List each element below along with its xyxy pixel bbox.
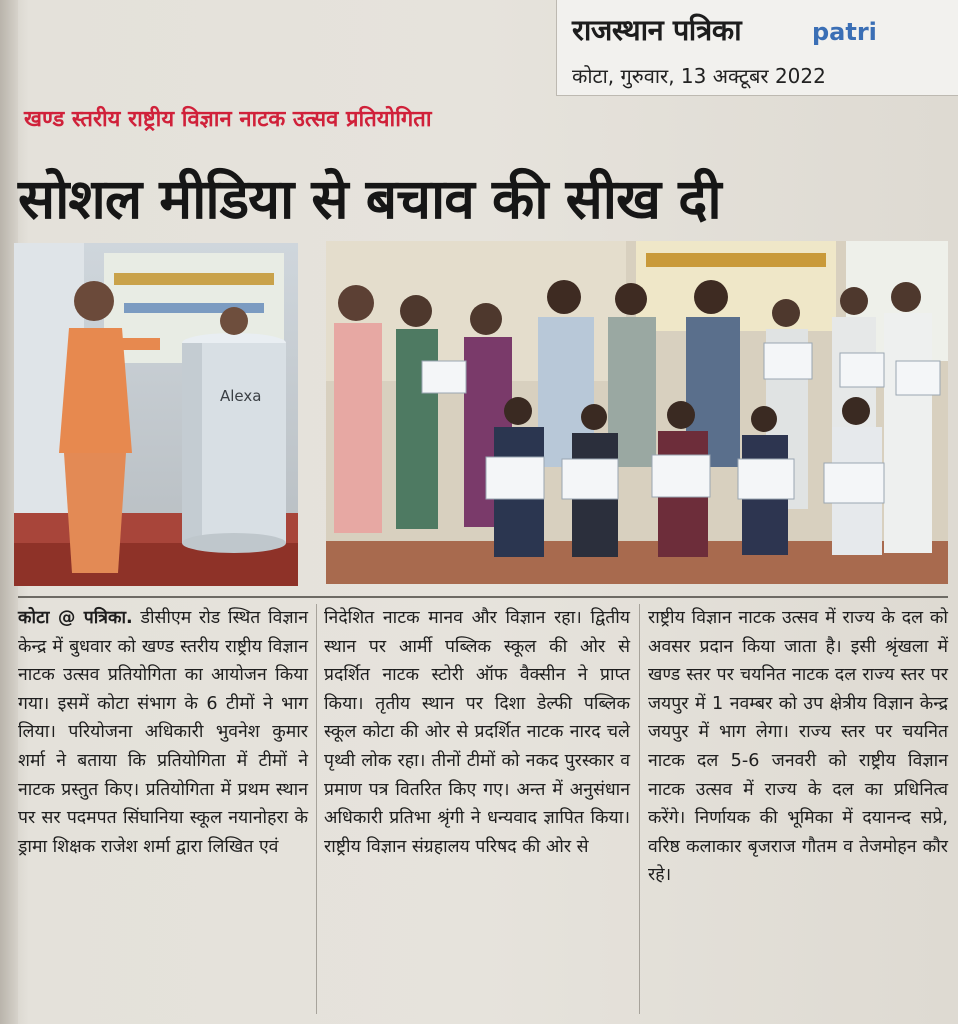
article-headline: सोशल मीडिया से बचाव की सीख दी (18, 167, 721, 231)
headline-rule (18, 596, 948, 598)
article-column-2 (324, 604, 630, 861)
newspaper-name: राजस्थान पत्रिका (572, 13, 742, 47)
article-column-3 (648, 604, 948, 890)
prop-label: Alexa (220, 387, 262, 405)
article-text-1: डीसीएम रोड स्थित विज्ञान केन्द्र में बुधवार को खण्ड स्तरीय राष्ट्रीय विज्ञान नाटक उत्सव प्रतियोगिता का आयोजन किया गया। इसमें कोटा संभाग के 6 टीमों ने भाग लिया। परियोजना अधिकारी भुवनेश कुमार शर्मा ने बताया कि प्रतियोगिता में टीमों ने नाटक प्रस्तुत किए। प्रतियोगिता में प्रथम स्थान पर सर पदमपत सिंघानिया स्कूल नयानोहरा के ड्रामा शिक्षक राजेश शर्मा द्वारा लिखित एवं (18, 608, 309, 857)
article-column-1 (18, 604, 308, 861)
article-kicker: खण्ड स्तरीय राष्ट्रीय विज्ञान नाटक उत्सव प्रतियोगिता (24, 107, 432, 132)
column-divider (316, 604, 317, 1014)
photo-stage-performance (14, 243, 298, 586)
edition-dateline: कोटा, गुरुवार, 13 अक्टूबर 2022 (572, 64, 826, 88)
article-text-3: राष्ट्रीय विज्ञान नाटक उत्सव में राज्य के दल को अवसर प्रदान किया जाता है। इसी श्रृंखला में खण्ड स्तर पर चयनित नाटक दल राज्य स्तर पर जयपुर में 1 नवम्बर को उप क्षेत्रीय विज्ञान केन्द्र जयपुर में भाग लेगा। राज्य स्तर पर चयनित नाटक दल 5-6 जनवरी को राष्ट्रीय विज्ञान नाटक उत्सव में राज्य के दल का प्रधिनित्व करेंगे। निर्णायक की भूमिका में दयानन्द सप्रे, वरिष्ठ कलाकार बृजराज गौतम व तेजमोहन कौर रहे। (648, 608, 948, 886)
article-dateline: कोटा @ पत्रिका. (18, 608, 133, 628)
article-text-2: निदेशित नाटक मानव और विज्ञान रहा। द्वितीय स्थान पर आर्मी पब्लिक स्कूल की ओर से प्रदर्शित नाटक स्टोरी ऑफ वैक्सीन ने प्राप्त किया। तृतीय स्थान पर दिशा डेल्फी पब्लिक स्कूल कोटा की ओर से प्रदर्शित नाटक नारद चले पृथ्वी लोक रहा। तीनों टीमों को नकद पुरस्कार व प्रमाण पत्र वितरित किए गए। अन्त में अनुसंधान अधिकारी प्रतिभा श्रृंगी ने धन्यवाद ज्ञापित किया। राष्ट्रीय विज्ञान संग्रहालय परिषद की ओर से (324, 608, 630, 857)
column-divider (639, 604, 640, 1014)
photo-award-group (326, 241, 948, 584)
newspaper-brand: patri (812, 18, 877, 46)
